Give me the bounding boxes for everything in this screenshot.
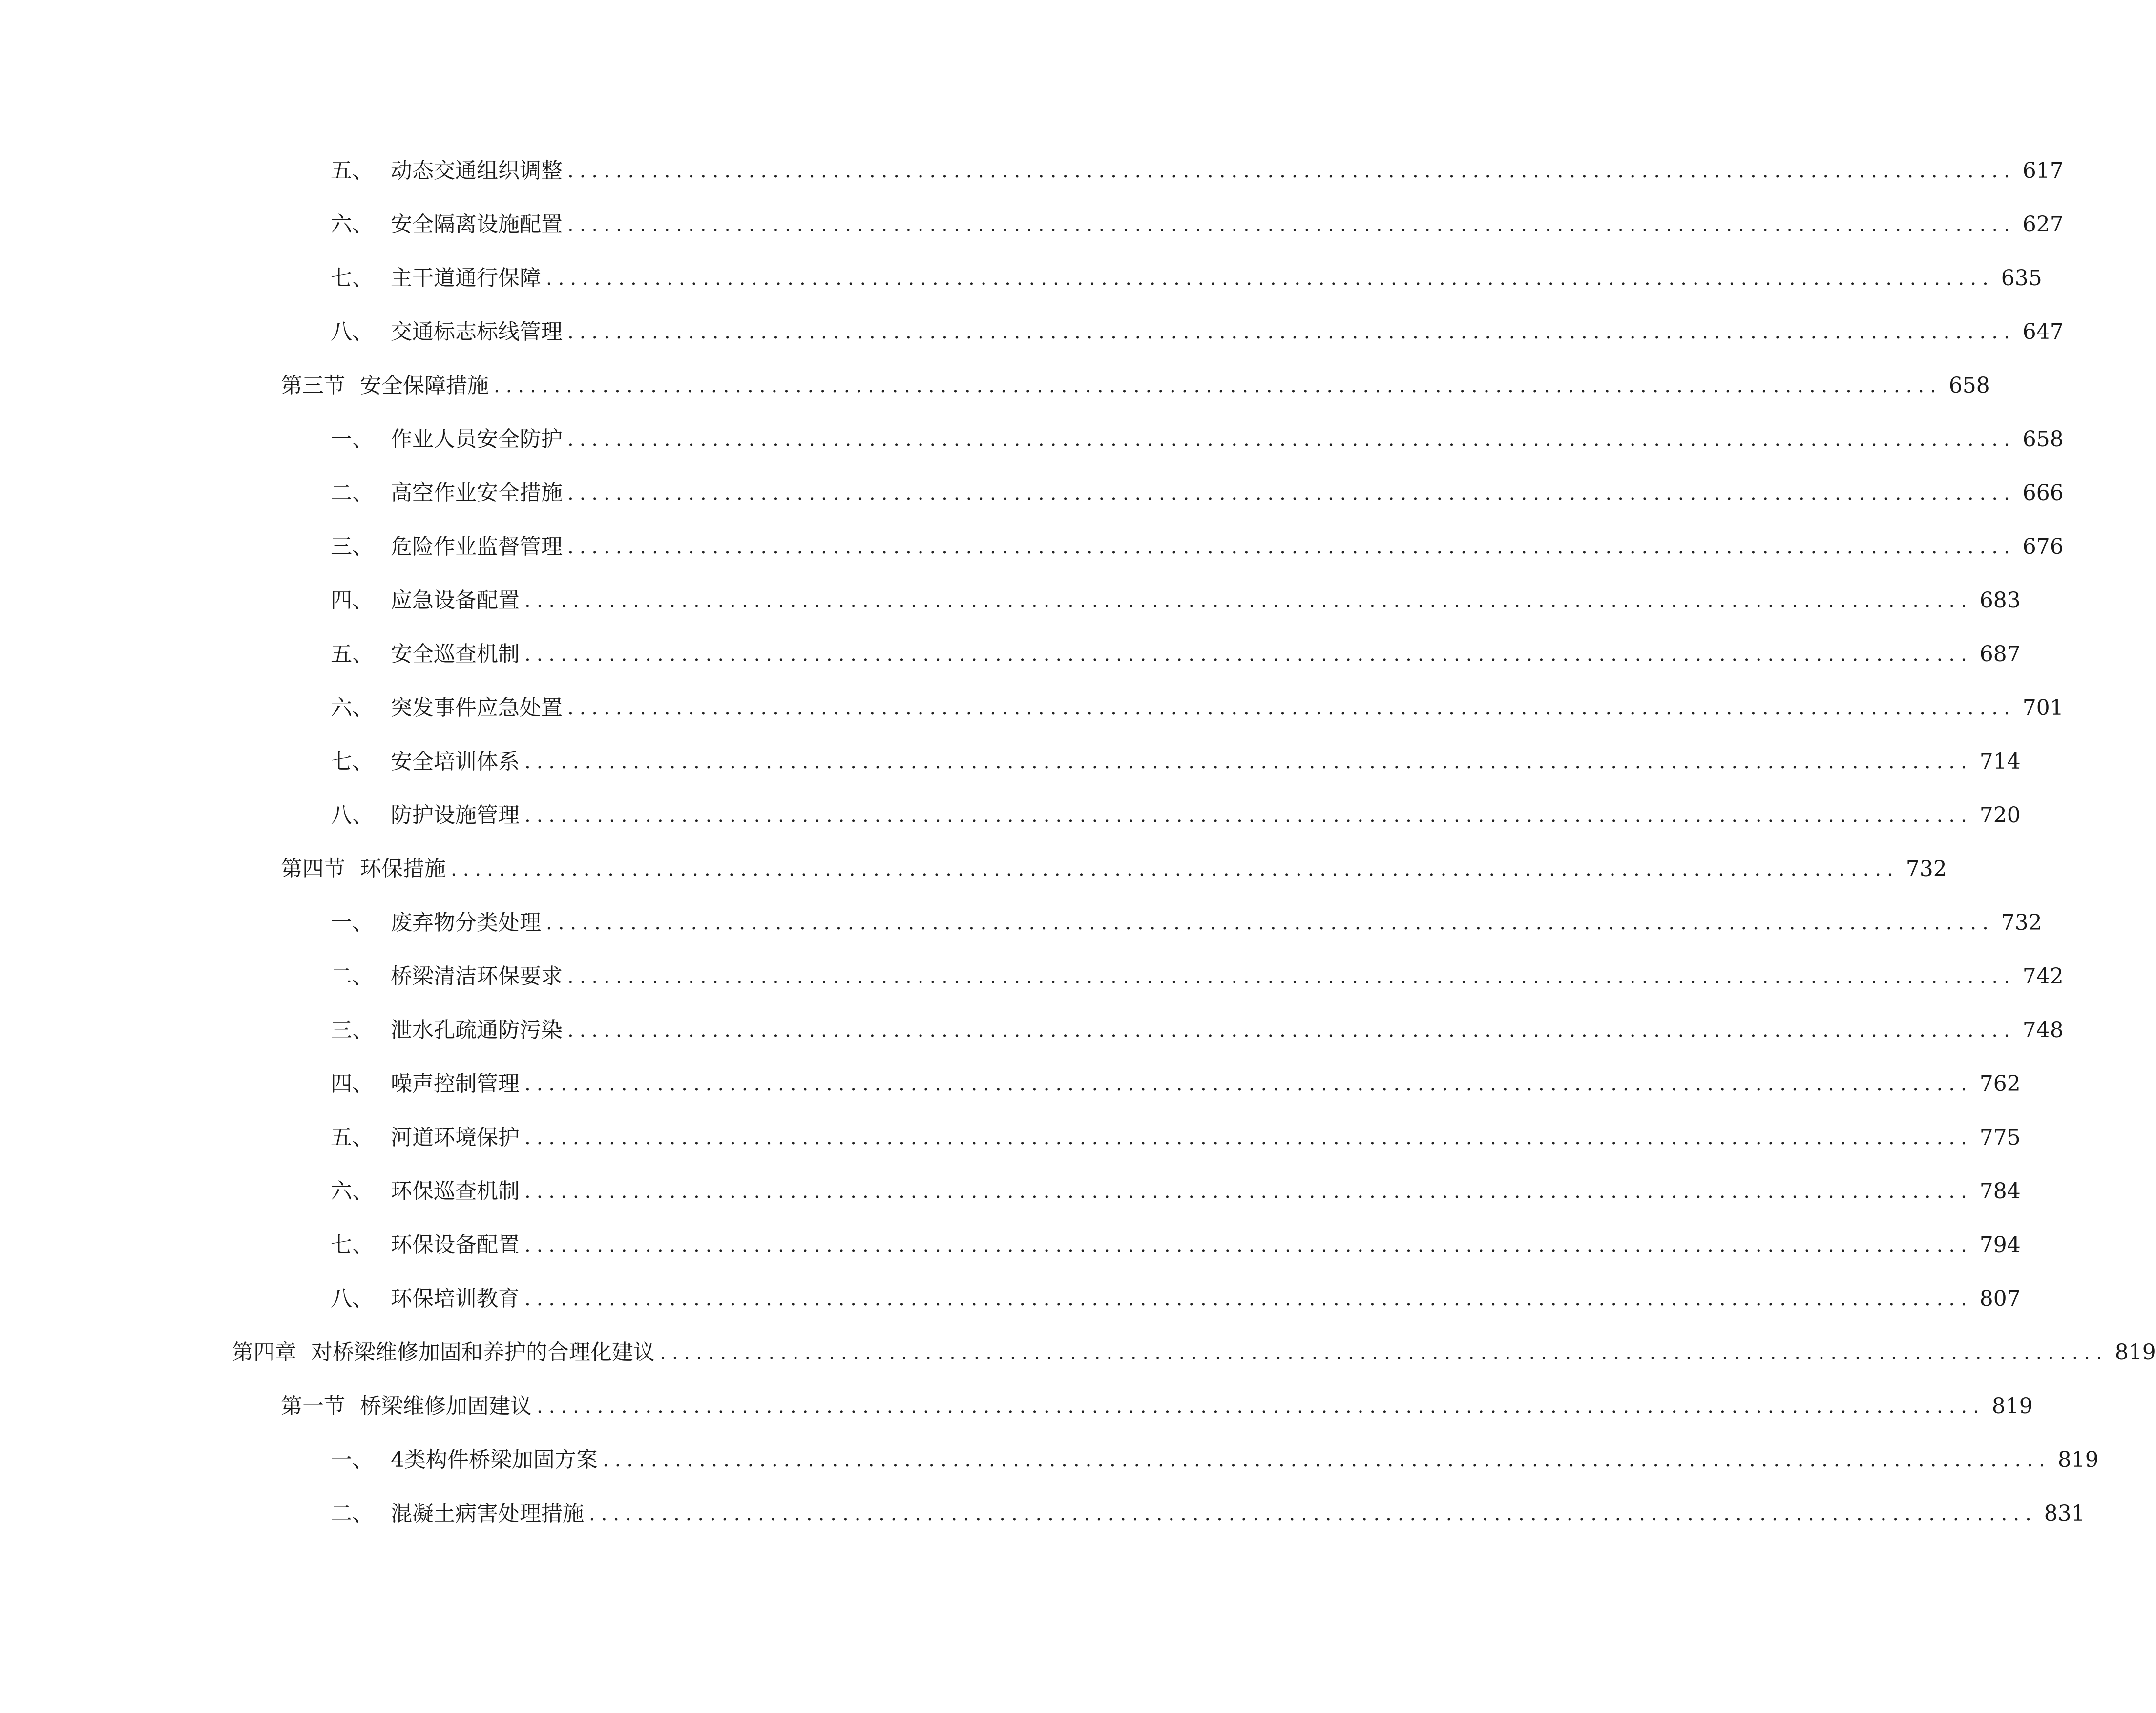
toc-entry[interactable] <box>331 1172 2021 1211</box>
toc-entry[interactable] <box>331 1226 2021 1265</box>
toc-number: 第四章 <box>232 1340 296 1365</box>
toc-number: 六、 <box>331 1179 374 1204</box>
toc-entry[interactable] <box>331 151 2064 190</box>
toc-page: 701 <box>2022 695 2064 720</box>
toc-title: 防护设施管理 <box>391 803 520 828</box>
toc-page: 658 <box>1948 373 1990 398</box>
toc-page: 748 <box>2022 1018 2064 1043</box>
toc-entry[interactable] <box>331 635 2021 674</box>
toc-leader: ........................................................................................................................ <box>524 1127 1973 1149</box>
toc-title: 桥梁维修加固建议 <box>360 1394 532 1419</box>
toc-number: 七、 <box>331 1233 374 1257</box>
toc-title: 桥梁清洁环保要求 <box>391 964 563 989</box>
toc-page: 676 <box>2022 534 2064 559</box>
toc-leader: ........................................................................................................................ <box>567 428 2016 451</box>
toc-number: 一、 <box>331 1447 374 1472</box>
toc-leader: ........................................................................................................................ <box>603 1449 2051 1471</box>
toc-entry[interactable] <box>331 1279 2021 1318</box>
toc-leader: ........................................................................................................................ <box>546 267 1994 290</box>
toc-title: 安全隔离设施配置 <box>391 212 563 237</box>
toc-page: 635 <box>2001 266 2042 291</box>
toc-leader: ........................................................................................................................ <box>524 589 1973 612</box>
toc-page: 819 <box>1991 1394 2033 1419</box>
toc-page: 732 <box>2001 910 2042 935</box>
toc-number: 第一节 <box>281 1394 345 1419</box>
toc-page: 784 <box>1979 1179 2021 1204</box>
toc-title: 混凝土病害处理措施 <box>391 1501 584 1526</box>
toc-title: 对桥梁维修加固和养护的合理化建议 <box>311 1340 655 1365</box>
toc-number: 七、 <box>331 266 374 291</box>
toc-page: 831 <box>2044 1501 2085 1526</box>
toc-number: 第四节 <box>281 856 345 881</box>
toc-page: 819 <box>2057 1447 2099 1472</box>
toc-entry[interactable] <box>331 1065 2021 1104</box>
toc-page: 762 <box>1979 1071 2021 1096</box>
toc-leader: ........................................................................................................................ <box>567 697 2016 719</box>
toc-number: 五、 <box>331 1125 374 1150</box>
toc-leader: ........................................................................................................................ <box>567 536 2016 558</box>
toc-number: 二、 <box>331 964 374 989</box>
toc-title: 危险作业监督管理 <box>391 534 563 559</box>
toc-leader: ........................................................................................................................ <box>524 1180 1973 1203</box>
toc-title: 安全培训体系 <box>391 749 520 774</box>
toc-title: 作业人员安全防护 <box>391 427 563 452</box>
toc-title: 安全巡查机制 <box>391 642 520 667</box>
toc-page: 720 <box>1979 803 2021 828</box>
toc-title: 4类构件桥梁加固方案 <box>391 1447 598 1472</box>
toc-entry[interactable] <box>331 581 2021 620</box>
toc-page: 732 <box>1905 856 1947 881</box>
toc-number: 八、 <box>331 803 374 828</box>
toc-leader: ........................................................................................................................ <box>524 643 1973 666</box>
toc-number: 五、 <box>331 642 374 667</box>
toc-entry[interactable] <box>331 259 2042 298</box>
toc-entry[interactable] <box>331 313 2064 352</box>
toc-title: 废弃物分类处理 <box>391 910 541 935</box>
toc-title: 突发事件应急处置 <box>391 695 563 720</box>
toc-title: 河道环境保护 <box>391 1125 520 1150</box>
toc-page: 807 <box>1979 1286 2021 1311</box>
toc-number: 四、 <box>331 588 374 613</box>
toc-leader: ........................................................................................................................ <box>524 804 1973 827</box>
toc-page: 617 <box>2022 158 2064 183</box>
toc-entry[interactable] <box>232 1333 2156 1372</box>
toc-number: 五、 <box>331 158 374 183</box>
toc-number: 二、 <box>331 1501 374 1526</box>
toc-entry[interactable] <box>331 742 2021 781</box>
toc-entry[interactable] <box>281 1387 2033 1426</box>
toc-title: 噪声控制管理 <box>391 1071 520 1096</box>
toc-entry[interactable] <box>281 850 1947 889</box>
toc-title: 环保措施 <box>360 856 446 881</box>
toc-number: 七、 <box>331 749 374 774</box>
toc-leader: ........................................................................................................................ <box>567 321 2016 343</box>
toc-page: 683 <box>1979 588 2021 613</box>
toc-title: 交通标志标线管理 <box>391 319 563 344</box>
toc-title: 高空作业安全措施 <box>391 480 563 505</box>
toc-entry[interactable] <box>331 1441 2099 1480</box>
toc-number: 六、 <box>331 212 374 237</box>
toc-page: 775 <box>1979 1125 2021 1150</box>
toc-entry[interactable] <box>331 205 2064 244</box>
toc-entry[interactable] <box>331 420 2064 459</box>
toc-page: 627 <box>2022 212 2064 237</box>
toc-entry[interactable] <box>281 366 1990 405</box>
toc-number: 一、 <box>331 910 374 935</box>
toc-number: 第三节 <box>281 373 345 398</box>
toc-page: 742 <box>2022 964 2064 989</box>
toc-leader: ........................................................................................................................ <box>537 1395 1985 1418</box>
toc-leader: ........................................................................................................................ <box>524 751 1973 773</box>
toc-entry[interactable] <box>331 527 2064 566</box>
toc-leader: ........................................................................................................................ <box>524 1288 1973 1310</box>
toc-title: 动态交通组织调整 <box>391 158 563 183</box>
toc-title: 环保设备配置 <box>391 1233 520 1257</box>
toc-number: 三、 <box>331 1018 374 1043</box>
toc-page: 794 <box>1979 1233 2021 1257</box>
toc-title: 环保巡查机制 <box>391 1179 520 1204</box>
toc-number: 六、 <box>331 695 374 720</box>
toc-title: 应急设备配置 <box>391 588 520 613</box>
toc-number: 三、 <box>331 534 374 559</box>
toc-entry[interactable] <box>331 1011 2064 1050</box>
toc-leader: ........................................................................................................................ <box>524 1234 1973 1256</box>
toc-page: 658 <box>2022 427 2064 452</box>
toc-leader: ........................................................................................................................ <box>567 965 2016 988</box>
toc-leader: ........................................................................................................................ <box>546 912 1994 934</box>
toc-page: 819 <box>2114 1340 2156 1365</box>
toc-entry[interactable] <box>331 1494 2085 1533</box>
toc-leader: ........................................................................................................................ <box>524 1073 1973 1095</box>
toc-number: 八、 <box>331 319 374 344</box>
toc-entry[interactable] <box>331 796 2021 835</box>
toc-leader: ........................................................................................................................ <box>567 160 2016 182</box>
toc-number: 二、 <box>331 480 374 505</box>
toc-number: 四、 <box>331 1071 374 1096</box>
toc-number: 八、 <box>331 1286 374 1311</box>
toc-page: 666 <box>2022 480 2064 505</box>
toc-entry[interactable] <box>331 903 2042 942</box>
toc-leader: ........................................................................................................................ <box>567 1019 2016 1042</box>
toc-title: 环保培训教育 <box>391 1286 520 1311</box>
toc-leader: ........................................................................................................................ <box>660 1341 2108 1364</box>
toc-page: 714 <box>1979 749 2021 774</box>
toc-entry[interactable] <box>331 1118 2021 1157</box>
toc-leader: ........................................................................................................................ <box>494 375 1942 397</box>
toc-leader: ........................................................................................................................ <box>589 1503 2037 1525</box>
toc-page: 687 <box>1979 642 2021 667</box>
toc-number: 一、 <box>331 427 374 452</box>
toc-title: 安全保障措施 <box>360 373 489 398</box>
toc-leader: ........................................................................................................................ <box>567 213 2016 236</box>
toc-entry[interactable] <box>331 689 2064 728</box>
toc-leader: ........................................................................................................................ <box>567 482 2016 504</box>
toc-page: 647 <box>2022 319 2064 344</box>
toc-entry[interactable] <box>331 957 2064 996</box>
toc-title: 泄水孔疏通防污染 <box>391 1018 563 1043</box>
toc-title: 主干道通行保障 <box>391 266 541 291</box>
toc-entry[interactable] <box>331 474 2064 513</box>
toc-leader: ........................................................................................................................ <box>451 858 1899 880</box>
